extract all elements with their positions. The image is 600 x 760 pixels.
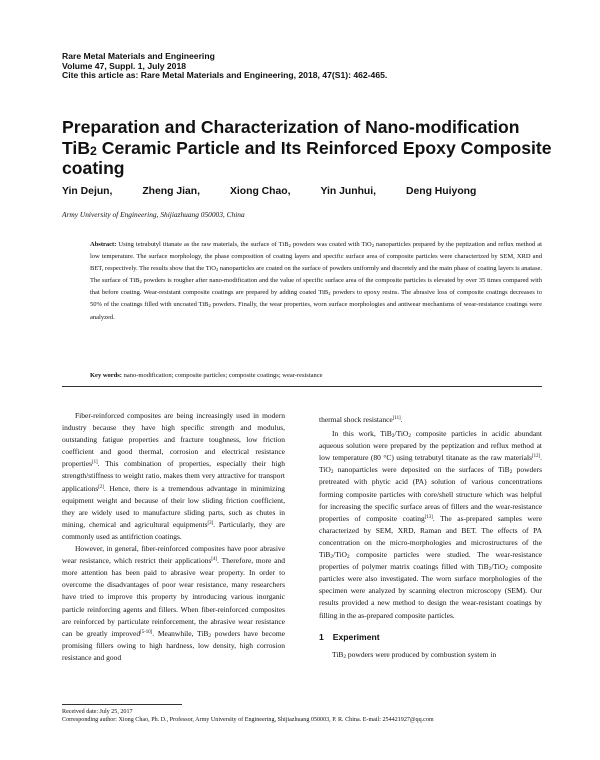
abstract-text: nanoparticles are coated on the surface of powders uniformly and discretely and the main phase of coating layers is anatase. The surface of TiB: [90, 265, 542, 285]
body-text: . Particularly, they are commonly used as antifriction coatings.: [62, 519, 285, 541]
body-text: However, in general, fiber-reinforced composites have poor abrasive wear resistance, which restrict their applications: [62, 544, 285, 566]
citation-ref: [1]: [92, 460, 98, 466]
subscript: 2: [139, 279, 142, 285]
abstract: [90, 239, 542, 324]
subscript: 2: [215, 267, 219, 273]
body-text: powders pretreated with phytic acid (PA) solution of various concentrations forming composite particles with core/shell structure which was helpful for increasing the specific surface areas of fillers and the wear-resistance properties of composite coating: [319, 465, 542, 523]
body-paragraph: [62, 410, 285, 543]
citation-ref: [11]: [392, 416, 401, 421]
title-subscript: 2: [90, 143, 97, 158]
body-text: . Hence, there is a tremendous advantage in minimizing equipment weight and because of their low sliding friction coefficient, they are widely used to manufacture sliding parts, such as chutes in mining, chemical and agricultural equipments: [62, 483, 285, 529]
subscript: 2: [371, 243, 375, 248]
body-text: /TiO: [491, 562, 506, 572]
body-text: In this work, TiB: [332, 429, 392, 439]
subscript: 2: [208, 632, 212, 639]
subscript: 2: [208, 303, 211, 309]
received-date: Received date: July 25, 2017: [62, 709, 133, 715]
keywords-label: Key words:: [90, 372, 122, 379]
author-list: [62, 186, 542, 197]
paper-title: [62, 117, 562, 179]
body-text: . Meanwhile, TiB: [152, 628, 209, 638]
subscript: 2: [505, 566, 508, 573]
citation-ref: [13]: [424, 514, 433, 520]
body-column-right: [319, 414, 542, 661]
body-text: /TiO: [394, 429, 409, 439]
section-number: 1: [319, 631, 324, 642]
subscript: 2: [488, 566, 492, 573]
subscript: 2: [509, 469, 513, 476]
abstract-text: powders to epoxy resins. The abrasive loss of composite coatings decreases to 50% of the coatings filled with uncoated TiB: [90, 289, 542, 309]
body-text: TiB: [332, 649, 344, 659]
author-2: Zheng Jian,: [142, 186, 201, 197]
footnote-divider: [62, 704, 182, 705]
corresponding-author: Corresponding author: Xiong Chao, Ph. D., Professor, Army University of Engineering, Shijiazhuang 050003, P. R. China. E-mail: 254421927@qq.com: [62, 717, 434, 724]
journal-citation: Cite this article as: Rare Metal Materials and Engineering, 2018, 47(S1): 462-465.: [62, 70, 388, 81]
citation-ref: [5-10]: [140, 629, 153, 635]
citation-ref: [4]: [211, 557, 218, 563]
body-text: . This combination of properties, especially their high strength/stiffness to weight ratio, makes them very attractive for transport applications: [62, 459, 285, 493]
body-text: thermal shock resistance: [319, 415, 393, 424]
section-title: Experiment: [332, 631, 380, 642]
keywords: [90, 372, 542, 379]
subscript: 2: [328, 291, 331, 297]
body-text: nanoparticles were deposited on the surfaces of TiB: [333, 465, 510, 475]
author-1: Yin Dejun,: [62, 186, 113, 197]
footnotes: [62, 708, 542, 725]
abstract-divider: [62, 386, 542, 387]
journal-header: [62, 52, 542, 81]
abstract-text: powders is rougher after nano-modification and the value of specific surface area of the composite particles is elevated by over 35 times compared with that before coating. Wear-resistant composite coatings are prepared by adding coated TiB: [90, 277, 542, 297]
subscript: 2: [408, 433, 411, 440]
body-column-left: [62, 410, 285, 664]
abstract-text: powders. Finally, the wear properties, worn surface morphologies and antiwear mechanisms of wear-resistance coatings were analyzed.: [90, 301, 542, 321]
subscript: 2: [288, 243, 291, 248]
subscript: 2: [343, 653, 347, 660]
body-text: . The as-prepared samples were characterized by SEM, XRD, Raman and BET. The effects of PA concentration on the micro-morphologies and microstructures of the TiB: [319, 513, 542, 560]
subscript: 2: [346, 554, 350, 561]
body-paragraph: [319, 414, 542, 426]
body-text: composite particles were also investigated. The worn surface morphologies of the specimen were analyzed by scanning electron microscopy (SEM). Our results provided a new method to design the wear-resistant coatings by filling in the as-prepared composite particles.: [319, 562, 543, 620]
citation-ref: [12]: [532, 454, 541, 460]
body-text: Fiber-reinforced composites are being increasingly used in modern industry because they have high specific strength and modulus, outstanding fatigue properties and fracture toughness, low friction coefficient and good thermal, corrosion and electrical resistance properties: [62, 411, 285, 469]
subscript: 2: [330, 554, 334, 561]
author-3: Xiong Chao,: [229, 186, 291, 197]
title-line-1: Preparation and Characterization of Nano-modification: [62, 117, 520, 137]
citation-ref: [2]: [98, 484, 104, 490]
citation-ref: [3]: [207, 520, 214, 526]
body-text: .: [400, 415, 403, 424]
body-text: . TiO: [319, 453, 542, 475]
journal-volume: Volume 47, Suppl. 1, July 2018: [62, 60, 187, 71]
body-text: powders were produced by combustion system in: [346, 649, 497, 659]
body-text: /TiO: [333, 550, 347, 560]
body-paragraph: [319, 428, 542, 622]
title-compound: TiB: [62, 137, 91, 158]
author-5: Deng Huiyong: [405, 186, 477, 197]
subscript: 2: [330, 469, 334, 476]
abstract-text: nanoparticles prepared by the peptization and reflux method at low temperature. The surface morphology, the phase composition of coating layers and specific surface area of composite particles were characterized by SEM, XRD and BET, respectively. The results show that the TiO: [90, 241, 542, 273]
body-paragraph: [319, 649, 542, 661]
keywords-text: nano-modification; composite particles; composite coatings; wear-resistance: [121, 372, 323, 379]
abstract-text: powders was coated with TiO: [290, 241, 372, 248]
author-4: Yin Junhui,: [320, 186, 377, 197]
journal-name: Rare Metal Materials and Engineering: [62, 51, 215, 61]
abstract-label: Abstract:: [90, 241, 117, 248]
body-text: . Therefore, more and more attention has been paid to abrasive wear property. In order to overcome the disadvantages of poor wear resistance, many researchers have tried to improve this property by introducing various inorganic particle reinforcing agents and fillers. When fiber-reinforced composites are reinforced by particulate reinforcement, the abrasive wear resistance can be greatly improved: [62, 556, 285, 638]
affiliation: Army University of Engineering, Shijiazhuang 050003, China: [62, 210, 245, 219]
body-text: composite particles were studied. The wear-resistance properties of polymer matrix coatings filled with TiB: [319, 550, 542, 572]
title-rest: Ceramic Particle and Its Reinforced Epoxy Composite coating: [62, 137, 552, 178]
body-text: composite particles in acidic abundant aqueous solution were prepared by the peptization and reflux method at low temperature (80 °C) using tetrabutyl titanate as the raw materials: [319, 429, 542, 463]
section-heading: [319, 632, 542, 643]
abstract-text: Using tetrabutyl titanate as the raw materials, the surface of TiB: [116, 241, 289, 248]
body-text: powders have become promising fillers owing to high hardness, low density, high corrosion resistance and good: [62, 628, 285, 662]
body-paragraph: [62, 543, 285, 664]
subscript: 2: [391, 433, 395, 440]
